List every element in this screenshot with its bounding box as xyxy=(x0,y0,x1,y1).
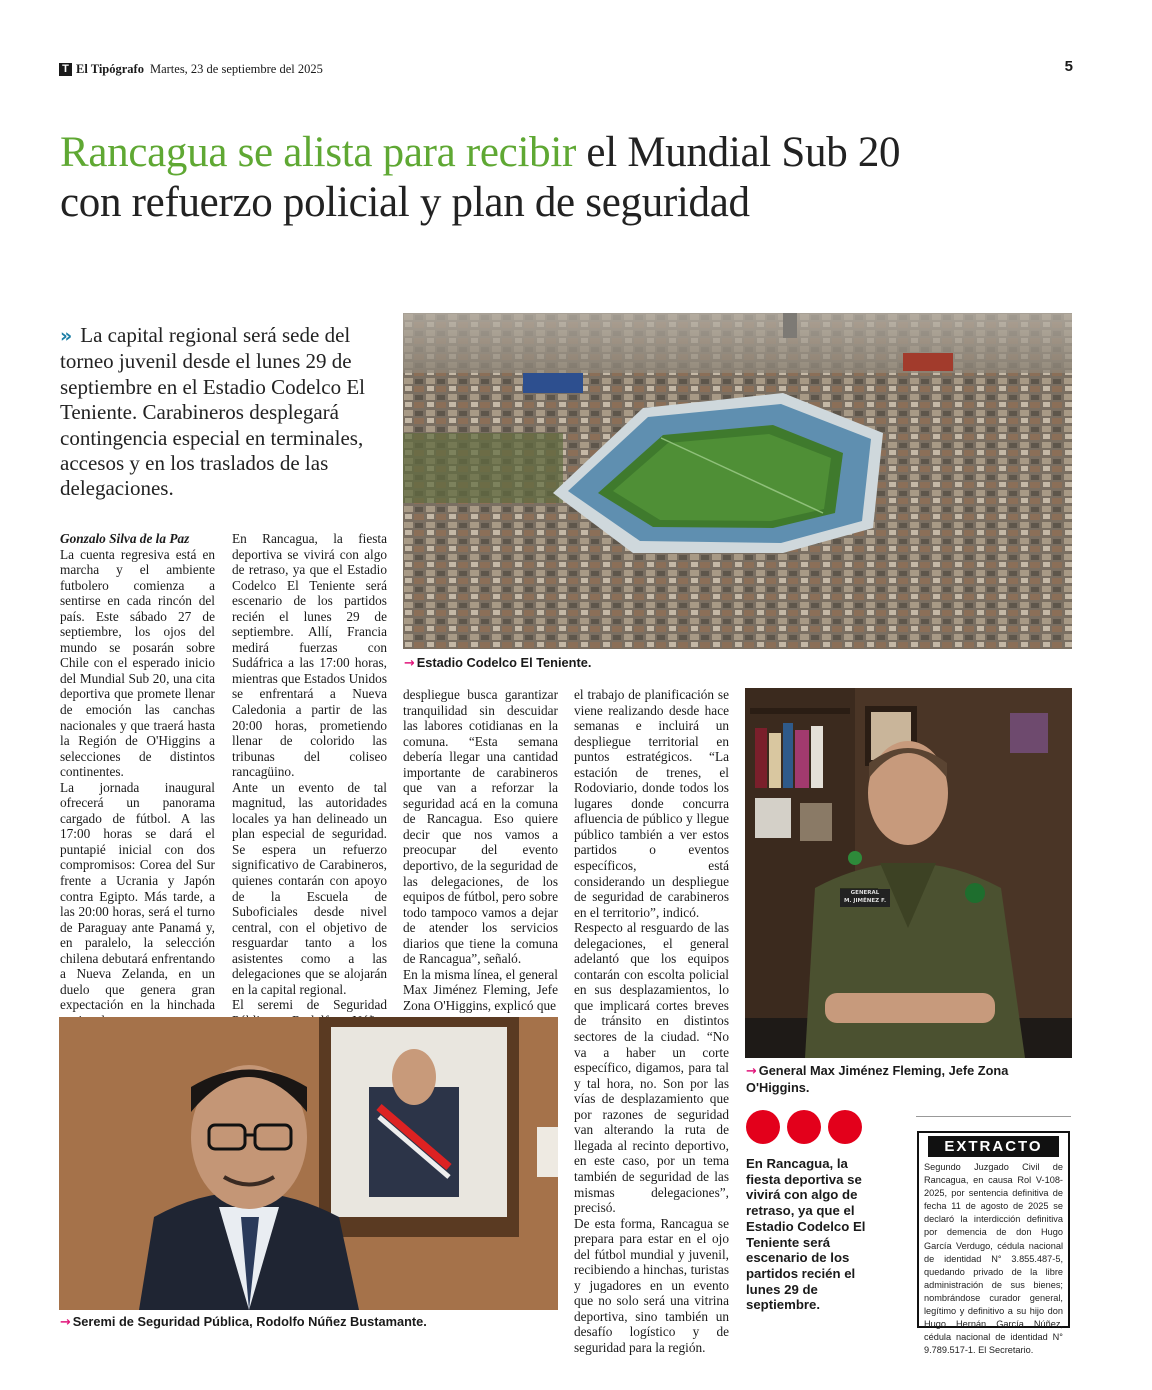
badge-line2: M. JIMÉNEZ F. xyxy=(843,898,887,904)
lead-text: La capital regional será sede del torneo juvenil desde el lunes 29 de septiembre en el Estadio Codelco El Teniente. Carabineros desplegará contingencia especial en terminales, accesos y en los traslados de las delegaciones. xyxy=(60,323,365,501)
stadium-aerial-image xyxy=(403,313,1072,649)
headline-highlight: Rancagua se alista para recibir xyxy=(60,129,576,176)
article-column-4 xyxy=(574,687,729,1356)
col1-paragraph: La cuenta regresiva está en marcha y el ambiente futbolero comienza a sentirse en cada rincón del país. Este sábado 27 de septiembre, los ojos del mundo se posarán sobre Chile con el esperado inicio del Mundial Sub 20, una cita deportiva que promete llenar de emoción las canchas nacionales y que traerá hasta la Región de O'Higgins a selecciones de distintos continentes. xyxy=(60,546,215,780)
byline: Gonzalo Silva de la Paz xyxy=(60,531,190,546)
page-header xyxy=(59,58,1079,80)
col3-paragraph: despliegue busca garantizar tranquilidad sin descuidar las labores cotidianas en la comuna. “Esta semana debería llegar una cantidad importante de carabineros que van a reforzar la seguridad acá en la comuna de Rancagua. Eso quiere decir que nos vamos a preocupar del evento deportivo, de la seguridad de las delegaciones, de los equipos de fútbol, pero sobre todo tampoco vamos a dejar de atender los servicios diarios que tiene la comuna de Rancagua”, señaló. xyxy=(403,687,558,967)
col2-paragraph: El seremi de Seguridad xyxy=(232,997,387,1013)
extracto-heading: EXTRACTO xyxy=(928,1136,1059,1157)
general-name-badge xyxy=(840,889,890,907)
col4-paragraph: el trabajo de planificación se viene realizando desde hace semanas e incluirá un despliegue territorial en puntos estratégicos. “La estación de trenes, el Rodoviario, donde todos los lugares donde concurra afluencia de público y llegue público también a ver estos partidos o eventos específicos, está considerando un despliegue de seguridad de carabineros en el territorio”, indicó. xyxy=(574,687,729,920)
publication-logo: T xyxy=(59,63,72,76)
stadium-photo xyxy=(403,313,1072,649)
extracto-rule xyxy=(916,1116,1071,1117)
lead-arrows-icon: » xyxy=(60,325,73,347)
extracto-text: Segundo Juzgado Civil de Rancagua, en causa Rol V-108-2025, por sentencia definitiva de fecha 11 de agosto de 2025 se declaró la interdicción definitiva por demencia de don Hugo García Verdugo, cédula nacional de identidad N° 3.855.487-5, quedando privado de la libre administración de sus bienes; nombrándose curador general, legítimo y definitivo a su hijo don Hugo Hernán García Núñez, cédula nacional de identidad N° 9.789.517-1. El Secretario. xyxy=(924,1162,1063,1356)
general-photo xyxy=(745,688,1072,1058)
col2-paragraph: Ante un evento de tal magnitud, las autoridades locales ya han delineado un plan especial de seguridad. Se espera un refuerzo significativo de Carabineros, quienes contarán con apoyo de la Escuela de Suboficiales desde nivel central, con el objetivo de resguardar tanto a los asistentes como a las delegaciones que se alojarán en la capital regional. xyxy=(232,779,387,997)
extracto-box xyxy=(917,1131,1070,1356)
decorative-dot-icon xyxy=(787,1110,821,1144)
stadium-caption xyxy=(404,655,1064,672)
page-number: 5 xyxy=(1064,58,1073,75)
col2-paragraph: En Rancagua, la fiesta deportiva se vivirá con algo de retraso, ya que el Estadio Codelco El Teniente será escenario de los partidos recién el lunes 29 de septiembre. Allí, Francia medirá fuerzas con Sudáfrica a las 17:00 horas, mientras que Estados Unidos se enfrentará a Nueva Caledonia a partir de las 20:00 horas, prometiendo llenar de colorido las tribunas del coliseo rancagüino. xyxy=(232,531,387,780)
general-caption xyxy=(746,1063,1068,1096)
headline-rest: el Mundial Sub 20 xyxy=(575,129,901,176)
article-column-3 xyxy=(403,687,558,1013)
publication-name: El Tipógrafo xyxy=(76,61,144,76)
lead-paragraph xyxy=(60,323,380,502)
general-caption-text: General Max Jiménez Fleming, Jefe Zona O'Higgins. xyxy=(746,1063,1009,1095)
col4-paragraph: Respecto al resguardo de las delegaciones, el general adelantó que los equipos contarán con escolta policial en sus desplazamientos, lo que implicará cortes breves de tránsito en distintos sectores de la ciudad. “No va a haber un corte específico, digamos, para tal y tal hora, no. Son por las vías de desplazamiento que por razones de seguridad van alterando la ruta de llegada al recinto deportivo, en este caso, por un tema también de seguridad de las mismas delegaciones”, precisó. xyxy=(574,920,729,1216)
seremi-portrait-image xyxy=(59,1017,558,1310)
general-portrait-image xyxy=(745,688,1072,1058)
headline-line2: con refuerzo policial y plan de seguridad xyxy=(60,179,750,226)
caption-arrow-icon: → xyxy=(404,656,415,671)
seremi-caption xyxy=(60,1314,560,1331)
pull-quote: En Rancagua, la fiesta deportiva se vivirá con algo de retraso, ya que el Estadio Codelco El Teniente será escenario de los partidos recién el lunes 29 de septiembre. xyxy=(746,1156,866,1313)
seremi-caption-text: Seremi de Seguridad Pública, Rodolfo Núñez Bustamante. xyxy=(72,1314,427,1329)
caption-arrow-icon: → xyxy=(746,1064,757,1079)
caption-arrow-icon: → xyxy=(60,1315,71,1330)
badge-line1: GENERAL xyxy=(850,890,880,896)
col3-paragraph: En la misma línea, el general Max Jiménez Fleming, Jefe Zona O'Higgins, explicó que xyxy=(403,966,558,1013)
seremi-photo xyxy=(59,1017,558,1310)
headline xyxy=(60,128,1080,228)
decorative-dot-icon xyxy=(828,1110,862,1144)
stadium-caption-text: Estadio Codelco El Teniente. xyxy=(416,655,592,670)
col1-paragraph: La jornada inaugural ofrecerá un panorama cargado de fútbol. A las 17:00 horas se dará el puntapié inicial con dos compromisos: Corea del Sur frente a Ucrania y Japón contra Egipto. Más tarde, a las 20:00 horas, será el turno de Paraguay ante Panamá y, en paralelo, la selección chilena debutará enfrentando a Nueva Zelanda, en un duelo que genera gran expectación en la hinchada xyxy=(60,779,215,1013)
decorative-dot-icon xyxy=(746,1110,780,1144)
article-column-2 xyxy=(232,531,387,1060)
issue-date: Martes, 23 de septiembre del 2025 xyxy=(149,61,323,76)
col4-paragraph: De esta forma, Rancagua se prepara para estar en el ojo del fútbol mundial y juvenil, recibiendo a hinchas, turistas y jugadores en un evento que no solo será una vitrina deportiva, sino también un desafío logístico y de seguridad para la región. xyxy=(574,1215,729,1355)
article-column-1 xyxy=(60,531,215,1029)
